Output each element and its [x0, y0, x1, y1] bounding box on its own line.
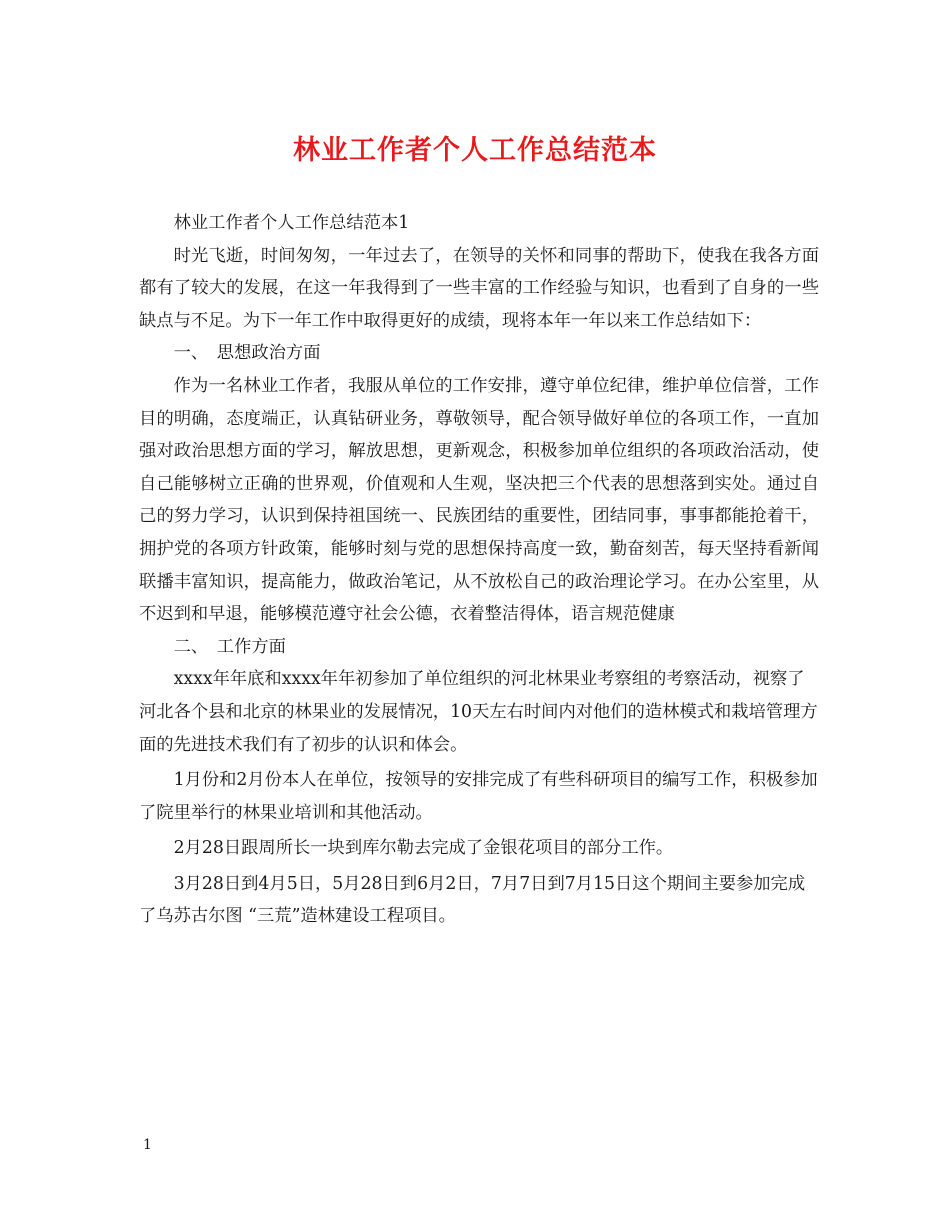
section-subtitle: 林业工作者个人工作总结范本1 [173, 213, 410, 233]
section-heading-work: 二、 工作方面 [173, 636, 286, 657]
page-number: 1 [143, 1137, 152, 1153]
paragraph-intro: 时光飞逝，时间匆匆，一年过去了，在领导的关怀和同事的帮助下，使我在我各方面都有了较大的发展，在这一年我得到了一些丰富的工作经验与知识，也看到了自身的一些缺点与不足。为下一年工作中取得更好的成绩，现将本年一年以来工作总结如下： [139, 245, 819, 331]
paragraph-politics: 作为一名林业工作者，我服从单位的工作安排，遵守单位纪律，维护单位信誉，工作目的明确，态度端正，认真钻研业务，尊敬领导，配合领导做好单位的各项工作，一直加强对政治思想方面的学习，解放思想，更新观念，积极参加单位组织的各项政治活动，使自己能够树立正确的世界观，价值观和人生观，坚决把三个代表的思想落到实处。通过自己的努力学习，认识到保持祖国统一、民族团结的重要性，团结同事，事事都能抢着干，拥护党的各项方针政策，能够时刻与党的思想保持高度一致，勤奋刻苦，每天坚持看新闻联播丰富知识，提高能力，做政治笔记，从不放松自己的政治理论学习。在办公室里，从不迟到和早退，能够模范遵守社会公德，衣着整洁得体，语言规范健康 [139, 375, 819, 625]
paragraph-work-inspection: xxxx年年底和xxxx年年初参加了单位组织的河北林果业考察组的考察活动，视察了河北各个县和北京的林果业的发展情况，10天左右时间内对他们的造林模式和栽培管理方面的先进技术我们有了初步的认识和体会。 [139, 669, 818, 755]
paragraph-work-jan-feb: 1月份和2月份本人在单位，按领导的安排完成了有些科研项目的编写工作，积极参加了院里举行的林果业培训和其他活动。 [139, 770, 818, 823]
paragraph-work-projects: 3月28日到4月5日，5月28日到6月2日，7月7日到7月15日这个期间主要参加完成了乌苏古尔图 “三荒”造林建设工程项目。 [139, 873, 806, 927]
document-title: 林业工作者个人工作总结范本 [293, 135, 657, 166]
paragraph-work-feb28: 2月28日跟周所长一块到库尔勒去完成了金银花项目的部分工作。 [173, 838, 674, 859]
document-body [139, 207, 819, 933]
section-heading-politics: 一、 思想政治方面 [173, 343, 321, 364]
